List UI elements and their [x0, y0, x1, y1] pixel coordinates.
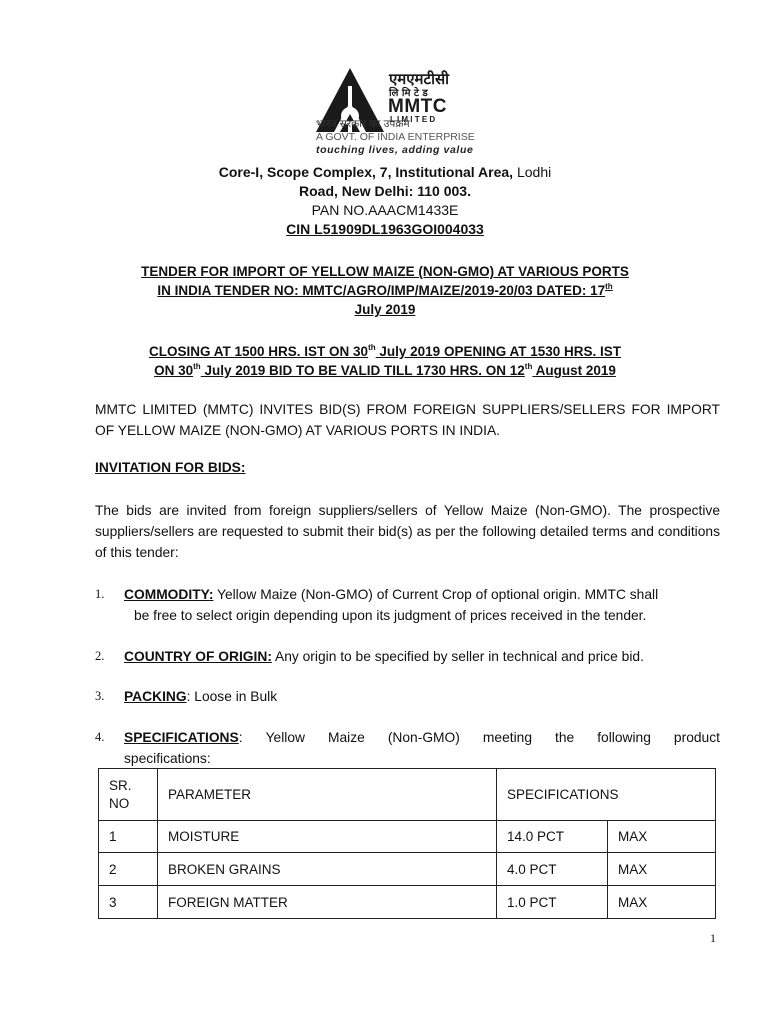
- clause-packing: [95, 686, 720, 707]
- header-parameter: PARAMETER: [158, 769, 497, 821]
- address-line-1-bold: Core-I, Scope Complex, 7, Institutional Area,: [218, 164, 514, 180]
- svg-text:एमएमटीसी: एमएमटीसी: [389, 70, 450, 88]
- row-limit: MAX: [608, 821, 716, 853]
- opening-time: OPENING AT 1530 HRS. IST: [440, 344, 621, 359]
- clause-body: Any origin to be specified by seller in technical and price bid.: [271, 649, 644, 664]
- closing-date-suffix: th: [368, 343, 376, 352]
- clause-label: COUNTRY OF ORIGIN:: [124, 649, 272, 664]
- closing-schedule: [0, 342, 770, 380]
- clause-label: COMMODITY:: [124, 587, 214, 602]
- closing-line-2: [0, 361, 770, 380]
- table-header-row: [99, 769, 716, 821]
- header-sr-no: SR. NO: [99, 769, 158, 821]
- address-line-2: Road, New Delhi: 110 003.: [299, 183, 471, 199]
- row-parameter: BROKEN GRAINS: [158, 853, 497, 886]
- clause-commodity: [95, 584, 720, 626]
- clause-text: [124, 727, 720, 769]
- tender-date-suffix: th: [605, 282, 613, 291]
- table-row: [99, 886, 716, 919]
- clause-country-of-origin: [95, 646, 720, 667]
- logo-hindi-govt: भारत सरकार का उपक्रम: [316, 118, 410, 130]
- clause-word: Maize: [328, 730, 365, 745]
- row-value: 14.0 PCT: [497, 821, 608, 853]
- page-number: 1: [710, 931, 716, 945]
- tender-number: TENDER NO: MMTC/AGRO/IMP/MAIZE/2019-20/03 DATED: 17: [210, 283, 606, 298]
- svg-text:लि मि टे ड: लि मि टे ड: [389, 88, 428, 99]
- address-line-1: [0, 163, 770, 182]
- specifications-table: [98, 768, 716, 919]
- row-sr: 1: [99, 821, 158, 853]
- clause-word: Yellow: [265, 730, 305, 745]
- svg-text:MMTC: MMTC: [388, 96, 447, 117]
- table-row: [99, 821, 716, 853]
- clause-word: (Non-GMO): [387, 730, 460, 745]
- row-sr: 3: [99, 886, 158, 919]
- validity-date-suffix: th: [524, 362, 533, 371]
- tender-title-india: IN INDIA: [157, 283, 211, 298]
- table-row: [99, 853, 716, 886]
- row-value: 1.0 PCT: [497, 886, 608, 919]
- clause-word: product: [673, 730, 720, 745]
- tender-title-line-1: TENDER FOR IMPORT OF YELLOW MAIZE (NON-GMO) AT VARIOUS PORTS: [141, 264, 629, 279]
- opening-day: ON 30: [154, 363, 194, 378]
- row-parameter: FOREIGN MATTER: [158, 886, 497, 919]
- closing-line-1: [0, 342, 770, 361]
- tender-title-line-2: [0, 281, 770, 300]
- clause-first-line: [124, 727, 720, 748]
- clause-colon: :: [238, 730, 243, 745]
- row-parameter: MOISTURE: [158, 821, 497, 853]
- clause-number: 1.: [95, 587, 105, 601]
- closing-month: July 2019: [375, 344, 441, 359]
- validity-time: BID TO BE VALID TILL 1730 HRS. ON 12: [265, 363, 525, 378]
- clause-body: Yellow Maize (Non-GMO) of Current Crop of optional origin. MMTC shall: [213, 587, 659, 602]
- mmtc-logo: [316, 68, 488, 160]
- clause-text: [124, 686, 720, 707]
- clause-body-continued: be free to select origin depending upon its judgment of prices received in the tender.: [134, 608, 647, 623]
- clause-word: meeting: [482, 730, 532, 745]
- validity-month: August 2019: [532, 363, 616, 378]
- company-address: [0, 163, 770, 239]
- row-value: 4.0 PCT: [497, 853, 608, 886]
- address-line-1-rest: Lodhi: [513, 164, 552, 180]
- clause-number: 2.: [95, 649, 105, 663]
- clause-body-continued: specifications:: [124, 751, 211, 766]
- closing-time: CLOSING AT 1500 HRS. IST ON 30: [149, 344, 369, 359]
- svg-text:L I M I T E D: L I M I T E D: [390, 115, 436, 124]
- clause-body: : Loose in Bulk: [186, 689, 278, 704]
- row-limit: MAX: [608, 886, 716, 919]
- row-sr: 2: [99, 853, 158, 886]
- bids-paragraph: The bids are invited from foreign suppliers/sellers of Yellow Maize (Non-GMO). The prospective suppliers/sellers are requested to submit their bid(s) as per the following detailed terms and conditions of this tender:: [95, 503, 720, 560]
- invitation-statement: MMTC LIMITED (MMTC) INVITES BID(S) FROM FOREIGN SUPPLIERS/SELLERS FOR IMPORT OF YELLOW MAIZE (NON-GMO) AT VARIOUS PORTS IN INDIA.: [95, 402, 720, 438]
- pan-number: PAN NO.AAACM1433E: [311, 202, 459, 218]
- clause-text: [124, 646, 720, 667]
- clause-label: PACKING: [124, 689, 187, 704]
- clause-number: 3.: [95, 689, 105, 703]
- clause-specifications: [95, 727, 720, 769]
- opening-month: July 2019: [200, 363, 266, 378]
- clause-number: 4.: [95, 730, 105, 744]
- opening-date-suffix: th: [193, 362, 201, 371]
- header-specifications: SPECIFICATIONS: [497, 769, 716, 821]
- clause-text: [124, 584, 720, 626]
- tender-title: [0, 262, 770, 319]
- clause-word: the: [555, 730, 575, 745]
- clause-word: following: [597, 730, 651, 745]
- logo-tagline: touching lives, adding value: [316, 144, 474, 156]
- cin-number: CIN L51909DL1963GOI004033: [286, 221, 484, 237]
- row-limit: MAX: [608, 853, 716, 886]
- clause-label: SPECIFICATIONS: [124, 730, 239, 745]
- tender-title-line-3: July 2019: [354, 302, 416, 317]
- logo-govt-enterprise: A GOVT. OF INDIA ENTERPRISE: [316, 131, 475, 143]
- clause-label-group: [124, 727, 243, 748]
- invitation-heading: INVITATION FOR BIDS:: [95, 460, 246, 475]
